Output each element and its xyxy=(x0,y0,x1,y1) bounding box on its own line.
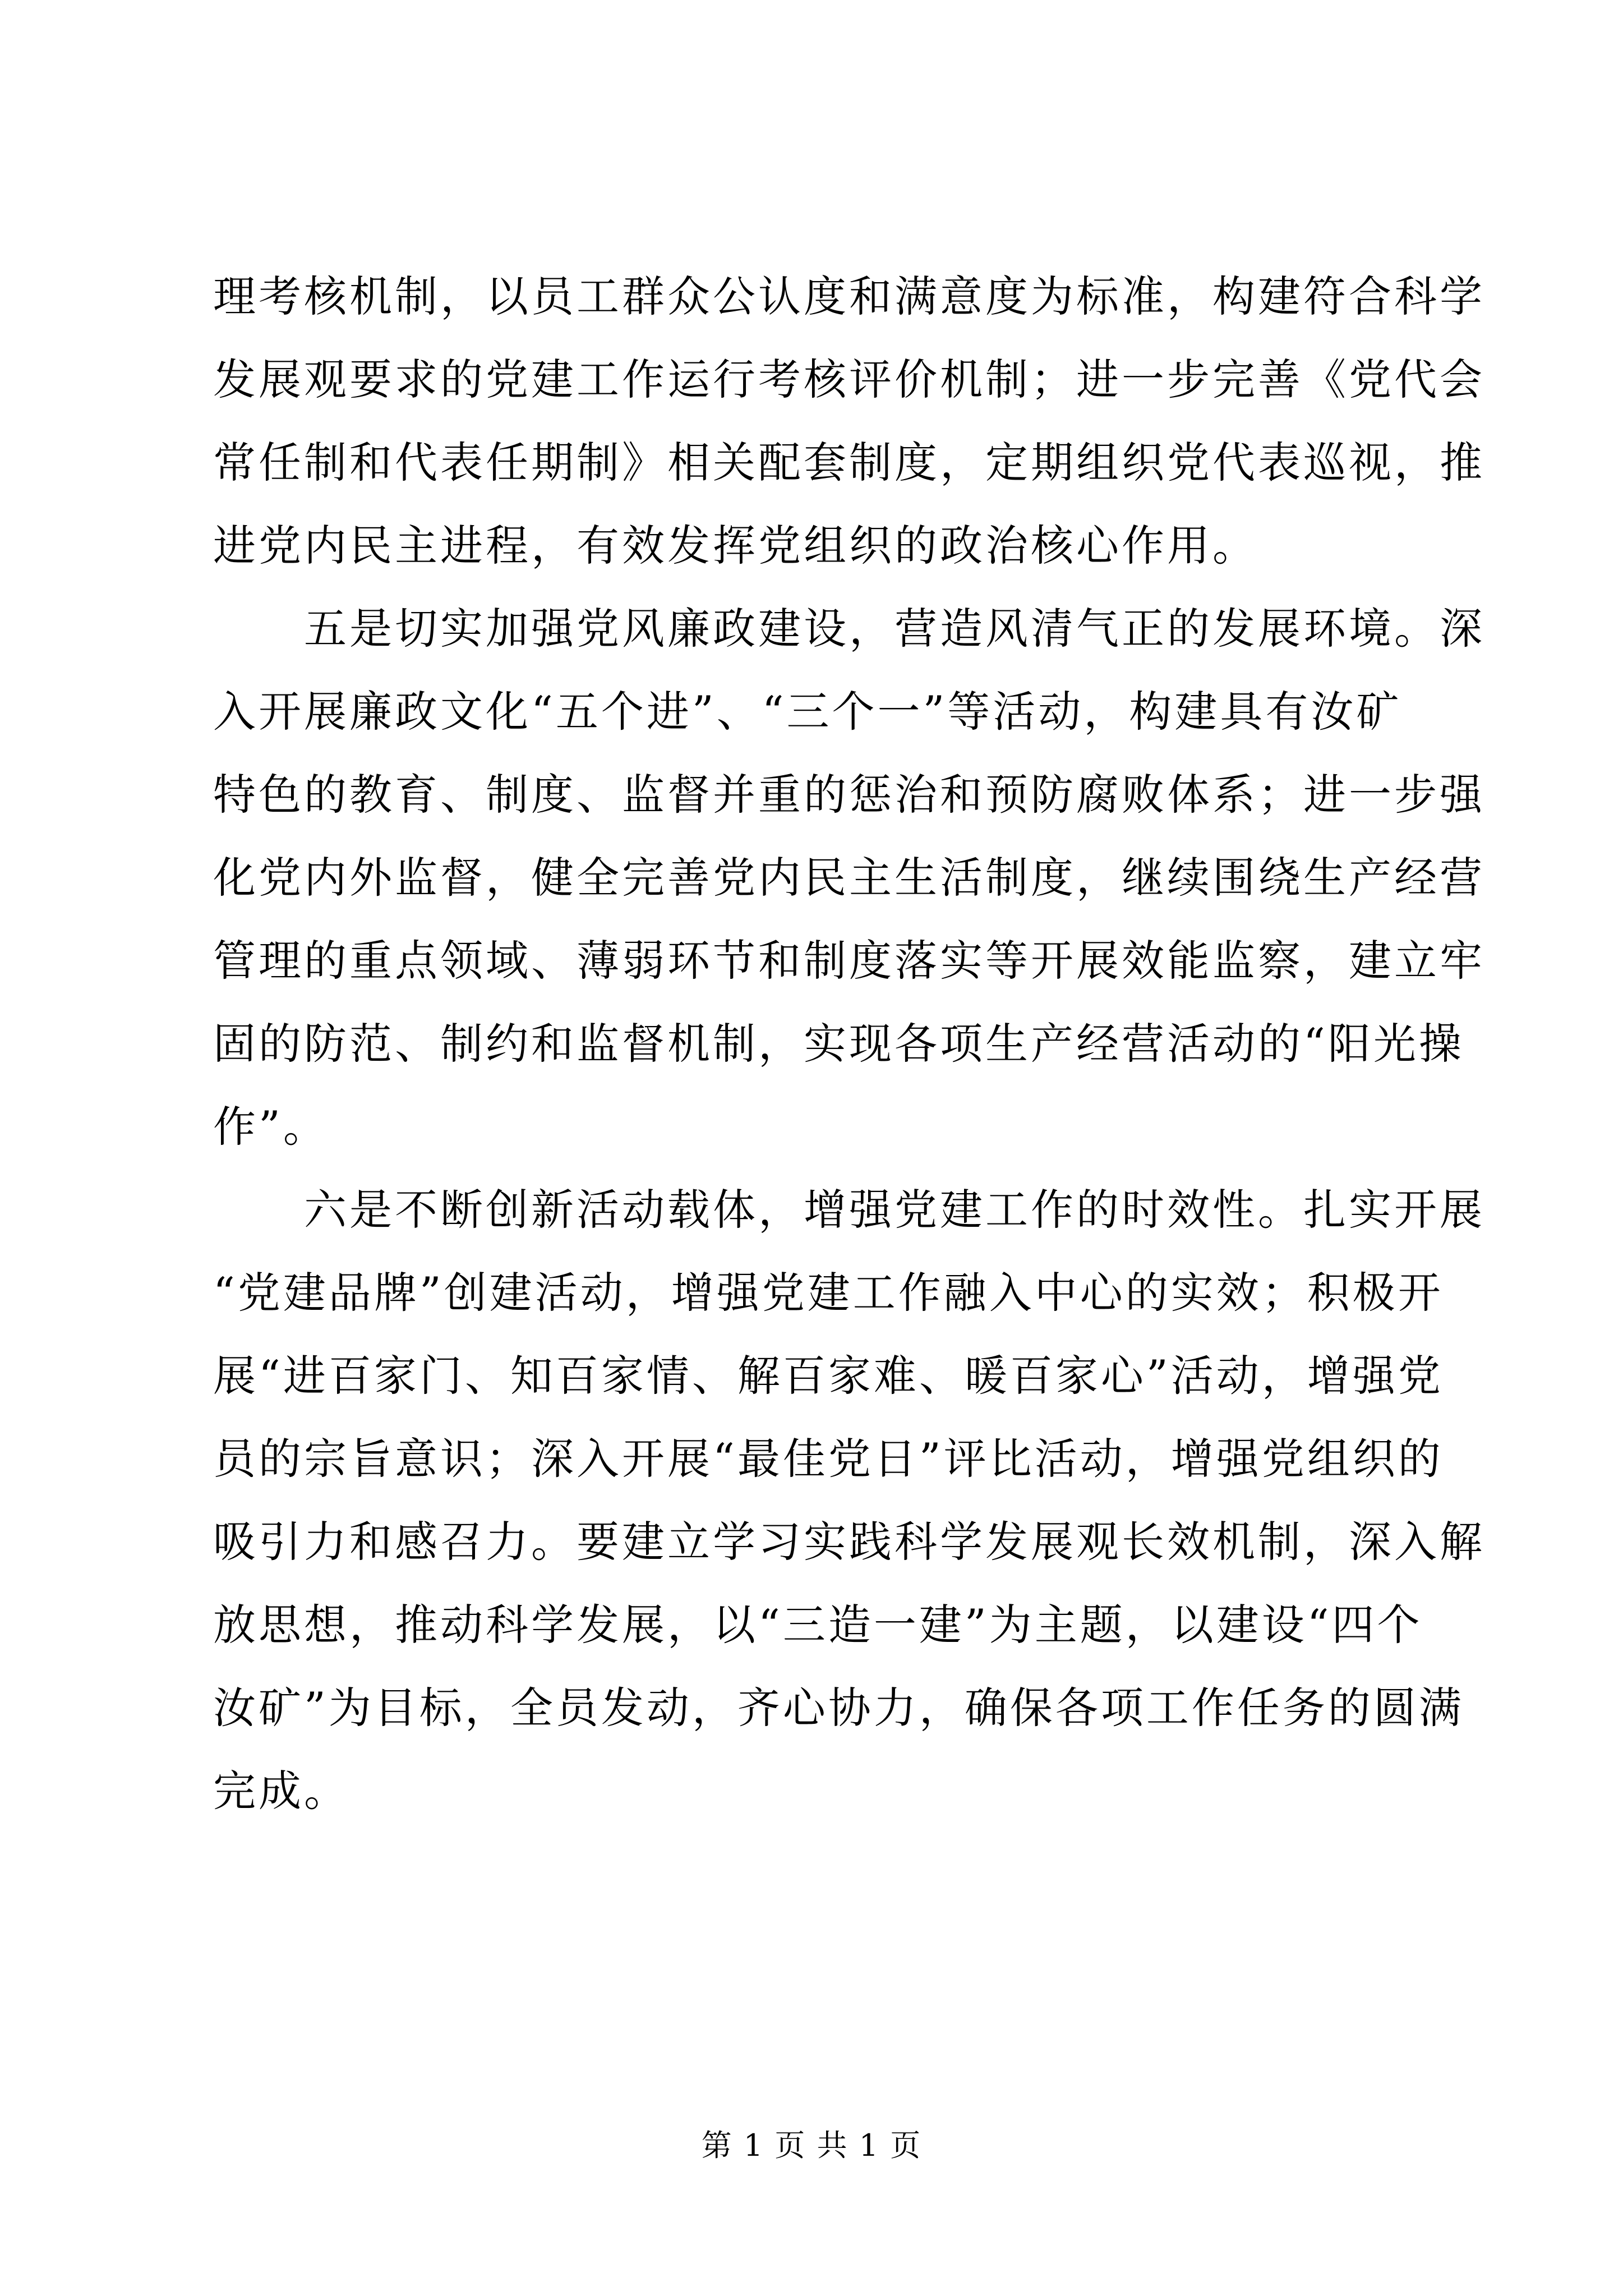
text-line: 员的宗旨意识；深入开展“最佳党日”评比活动，增强党组织的 xyxy=(213,1434,1444,1484)
text-line: 发展观要求的党建工作运行考核评价机制；进一步完善《党代会 xyxy=(213,355,1485,404)
text-line: 展“进百家门、知百家情、解百家难、暖百家心”活动，增强党 xyxy=(213,1351,1444,1401)
text-line: 放思想，推动科学发展，以“三造一建”为主题，以建设“四个 xyxy=(213,1600,1423,1650)
page-footer xyxy=(0,2126,1623,2165)
text-line: 特色的教育、制度、监督并重的惩治和预防腐败体系；进一步强 xyxy=(213,770,1485,820)
text-line: 化党内外监督，健全完善党内民主生活制度，继续围绕生产经营 xyxy=(213,853,1485,903)
text-line: 固的防范、制约和监督机制，实现各项生产经营活动的“阳光操 xyxy=(213,1019,1464,1069)
page-number: 第 1 页 共 1 页 xyxy=(701,2128,922,2163)
paragraph-first-line: 六是不断创新活动载体，增强党建工作的时效性。扎实开展 xyxy=(304,1185,1485,1235)
text-line: 作”。 xyxy=(213,1102,329,1152)
text-line: 完成。 xyxy=(213,1766,349,1816)
text-line: 管理的重点领域、薄弱环节和制度落实等开展效能监察，建立牢 xyxy=(213,936,1485,986)
text-line: 进党内民主进程，有效发挥党组织的政治核心作用。 xyxy=(213,521,1258,570)
text-line: 常任制和代表任期制》相关配套制度，定期组织党代表巡视，推 xyxy=(213,438,1485,487)
text-line: 入开展廉政文化“五个进”、“三个一”等活动，构建具有汝矿 xyxy=(213,687,1402,737)
body-text xyxy=(213,255,1485,1833)
text-line: 汝矿”为目标，全员发动，齐心协力，确保各项工作任务的圆满 xyxy=(213,1683,1464,1733)
text-line: 吸引力和感召力。要建立学习实践科学发展观长效机制，深入解 xyxy=(213,1517,1485,1567)
text-line: “党建品牌”创建活动，增强党建工作融入中心的实效；积极开 xyxy=(213,1268,1444,1318)
text-line: 理考核机制，以员工群众公认度和满意度为标准，构建符合科学 xyxy=(213,272,1485,321)
paragraph-first-line: 五是切实加强党风廉政建设，营造风清气正的发展环境。深 xyxy=(304,604,1485,654)
